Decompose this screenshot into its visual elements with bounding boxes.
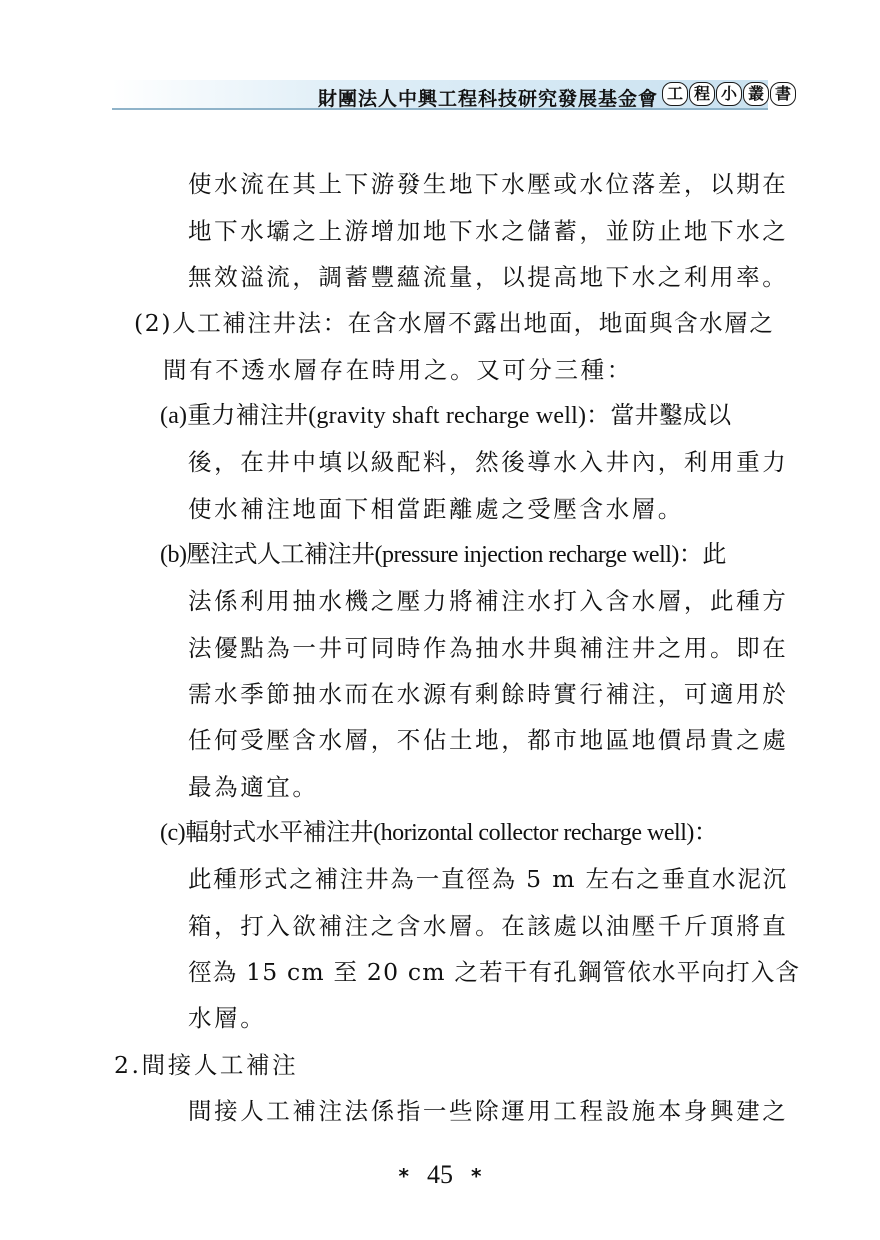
footer-star: * — [471, 1164, 482, 1188]
section-heading: 2.間接人工補注 — [114, 1051, 299, 1079]
text-line: 需水季節抽水而在水源有剩餘時實行補注，可適用於 — [188, 680, 789, 708]
series-badge — [662, 82, 796, 106]
page-number: 45 — [427, 1160, 453, 1189]
text-line: 間有不透水層存在時用之。又可分三種： — [163, 356, 633, 384]
series-char: 程 — [689, 82, 715, 106]
text-line: (a)重力補注井(gravity shaft recharge well)：當井鑿成以 — [160, 403, 732, 429]
text-line: (c)輻射式水平補注井(horizontal collector recharge well)： — [160, 820, 718, 846]
text-line: (b)壓注式人工補注井(pressure injection recharge well)：此 — [160, 542, 726, 568]
text-line: 地下水壩之上游增加地下水之儲蓄，並防止地下水之 — [188, 217, 789, 245]
text-line: 徑為 15 cm 至 20 cm 之若干有孔鋼管依水平向打入含 — [188, 958, 801, 986]
text-line: 箱，打入欲補注之含水層。在該處以油壓千斤頂將直 — [188, 912, 789, 940]
series-char: 小 — [716, 82, 742, 106]
text-line: (2)人工補注井法：在含水層不露出地面，地面與含水層之 — [134, 309, 775, 337]
text-line: 使水流在其上下游發生地下水壓或水位落差，以期在 — [188, 170, 789, 198]
series-char: 書 — [770, 82, 796, 106]
text-line: 任何受壓含水層，不佔土地，都市地區地價昂貴之處 — [188, 726, 789, 754]
text-line: 後，在井中填以級配料，然後導水入井內，利用重力 — [188, 448, 789, 476]
text-line: 此種形式之補注井為一直徑為 5 m 左右之垂直水泥沉 — [188, 865, 788, 893]
text-line: 間接人工補注法係指一些除運用工程設施本身興建之 — [188, 1097, 789, 1125]
series-char: 工 — [662, 82, 688, 106]
text-line: 水層。 — [188, 1004, 267, 1032]
series-char: 叢 — [743, 82, 769, 106]
text-line: 使水補注地面下相當距離處之受壓含水層。 — [188, 495, 684, 523]
text-line: 最為適宜。 — [188, 773, 319, 801]
footer-star: * — [398, 1164, 409, 1188]
text-line: 無效溢流，調蓄豐蘊流量，以提高地下水之利用率。 — [188, 263, 789, 291]
page-footer — [0, 1160, 880, 1191]
text-line: 法優點為一井可同時作為抽水井與補注井之用。即在 — [188, 634, 789, 662]
text-line: 法係利用抽水機之壓力將補注水打入含水層，此種方 — [188, 587, 789, 615]
header-organization: 財團法人中興工程科技研究發展基金會 — [317, 88, 658, 110]
